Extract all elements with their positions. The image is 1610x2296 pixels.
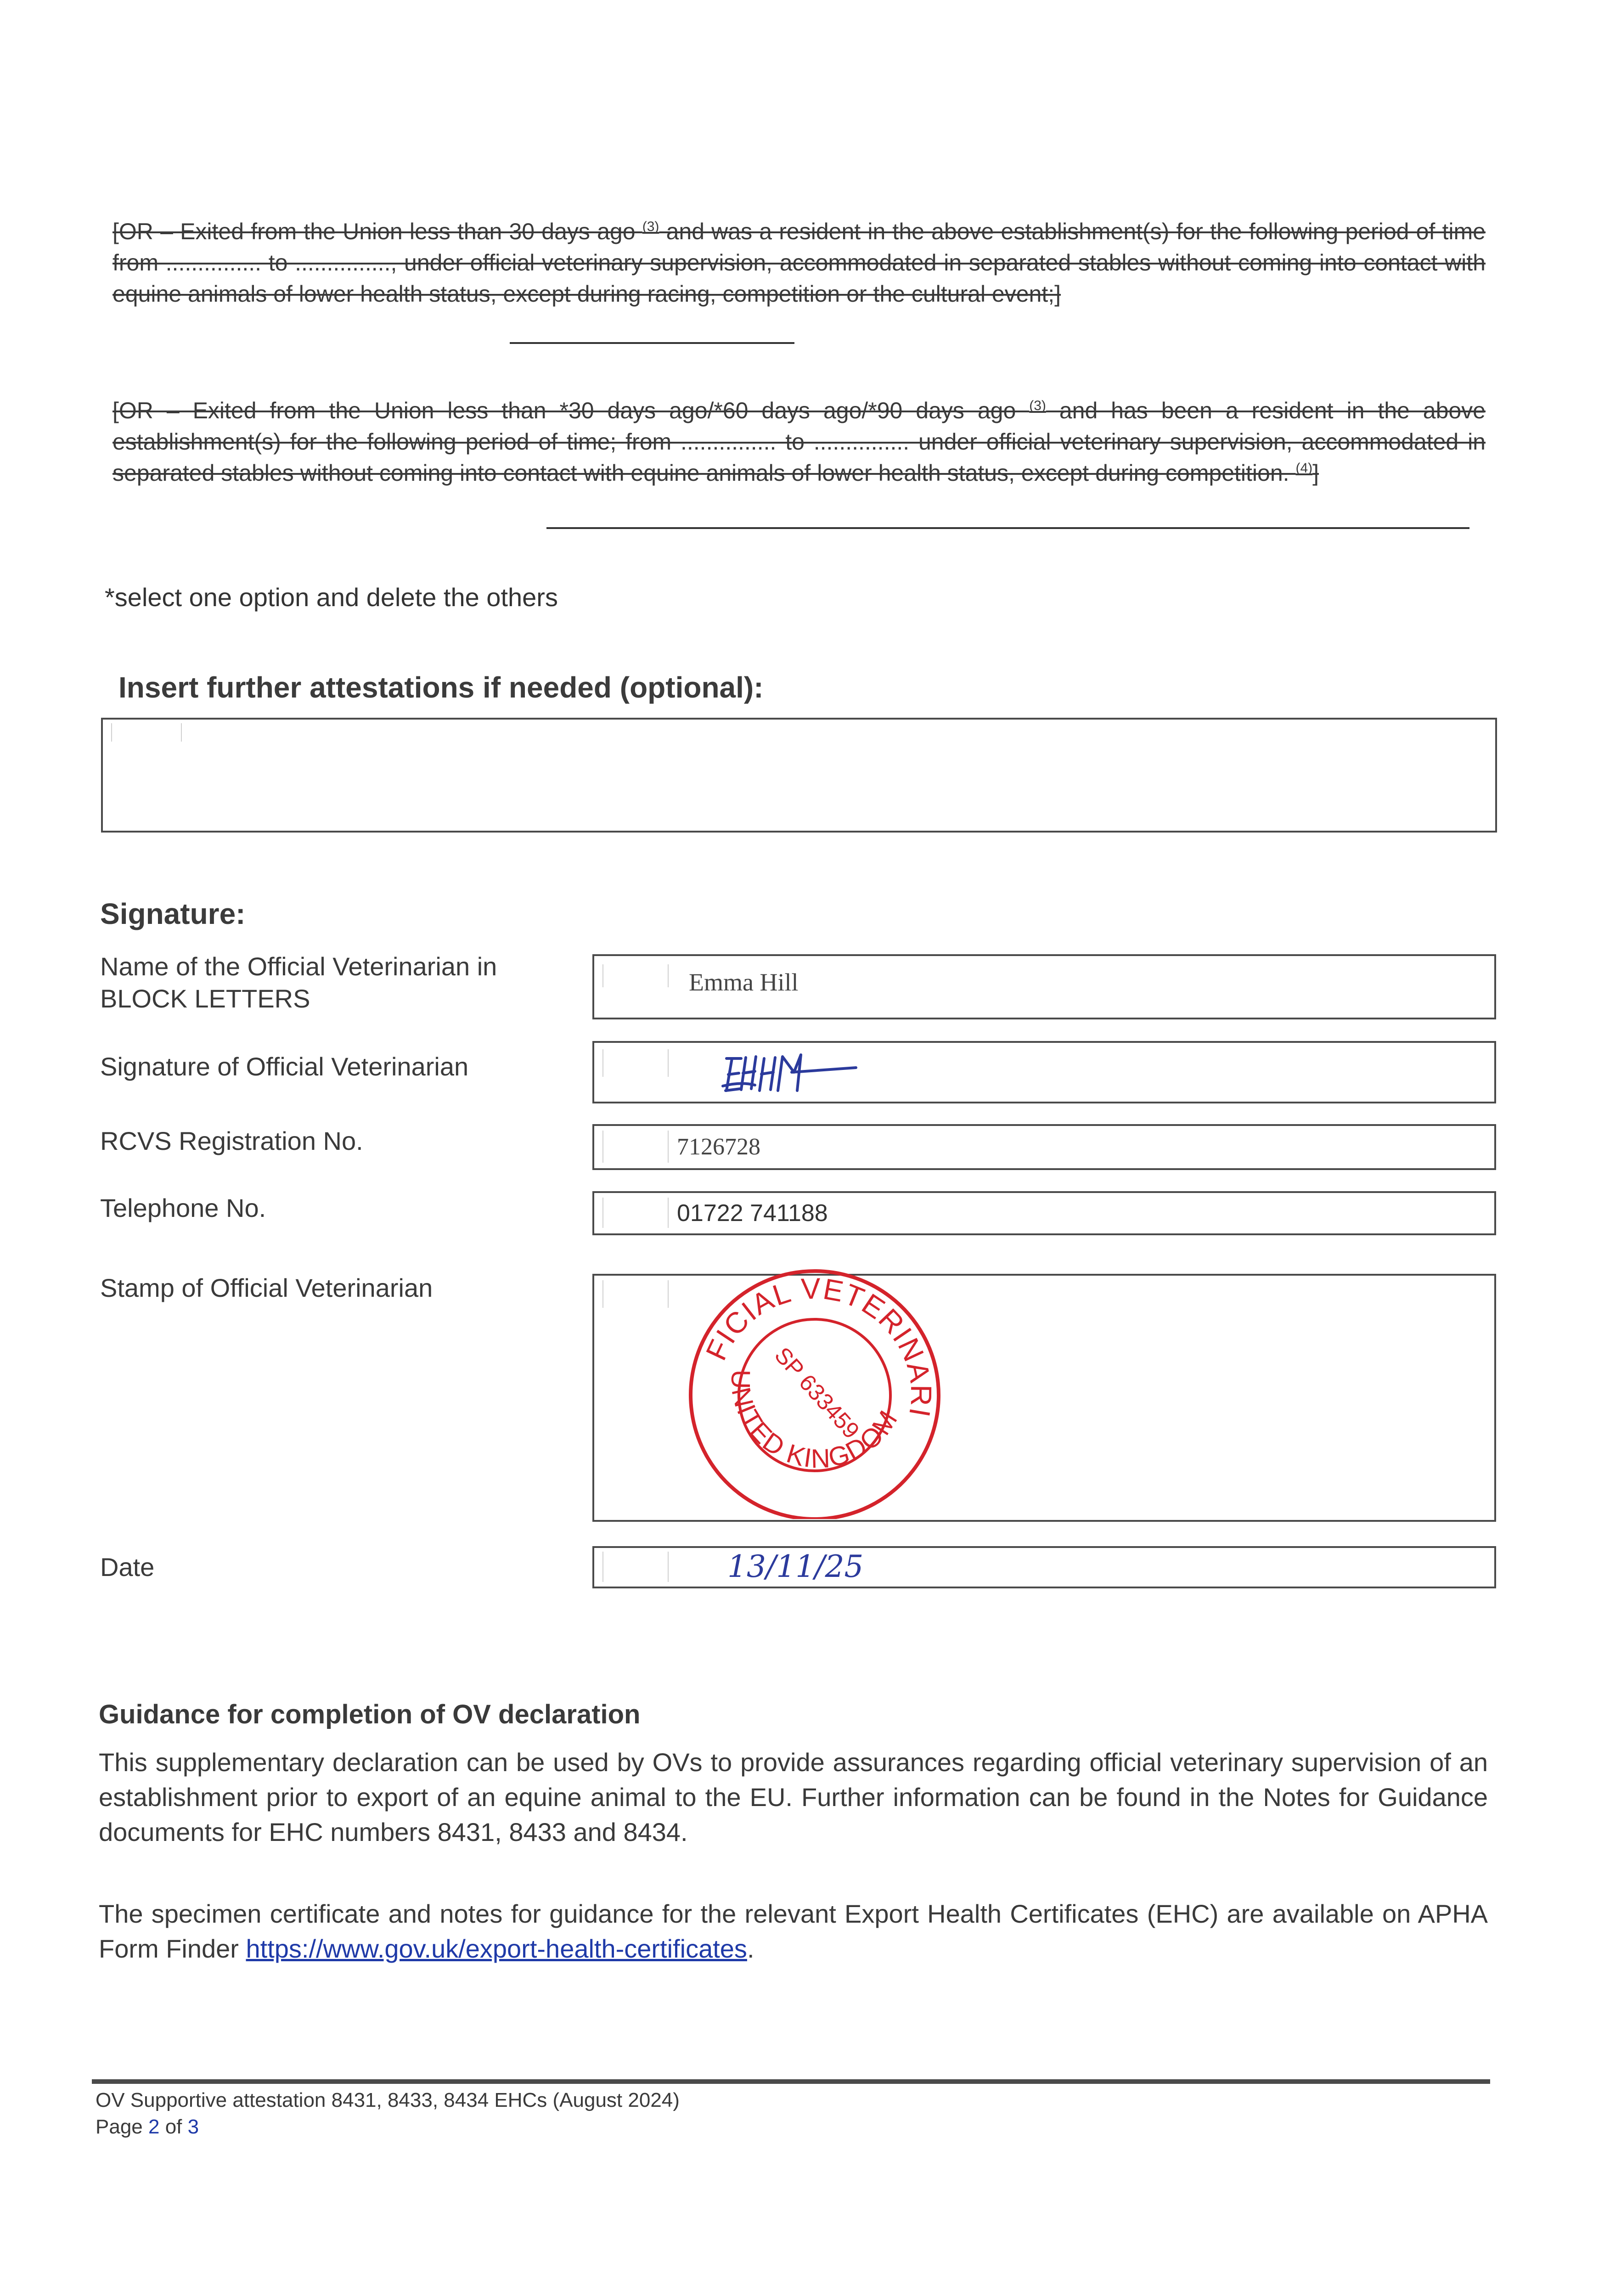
stamp-top-text: OFFICIAL VETERINARIAN: [699, 1272, 938, 1420]
option-1-trailing-line: [510, 342, 794, 344]
name-field[interactable]: [592, 954, 1496, 1019]
signature-field[interactable]: [592, 1041, 1496, 1103]
guidance-paragraph-1: This supplementary declaration can be used by OVs to provide assurances regarding official veterinary supervision of an establishment prior to export of an equine animal to the EU. Further information can be found in the Notes for Guidance documents for EHC numbers 8431, 8433 and 8434.: [99, 1748, 1488, 1846]
option-2-lead: [OR – Exited from the Union less than *30 days ago/*60 days ago/*90 days ago: [113, 398, 1030, 423]
date-field-stub: [602, 1552, 669, 1582]
export-health-certificates-link[interactable]: https://www.gov.uk/export-health-certificates: [246, 1934, 747, 1963]
stamp-field[interactable]: [592, 1274, 1496, 1522]
name-label: Name of the Official Veterinarian in BLOCK LETTERS: [100, 952, 497, 1013]
guidance-paragraph-2: [99, 1896, 1488, 1966]
footer-rule: [92, 2079, 1490, 2084]
further-attestations-heading: Insert further attestations if needed (optional):: [118, 671, 764, 704]
guidance-paragraph-2-end: .: [747, 1934, 754, 1963]
stamp-number: SP 633459: [769, 1342, 865, 1444]
stamp-bottom-text: UNITED KINGDOM: [726, 1369, 904, 1474]
option-2-footnote-ref: (3): [1029, 398, 1046, 413]
name-field-stub: [602, 964, 669, 987]
footer: [96, 2087, 680, 2140]
telephone-value: 01722 741188: [677, 1200, 828, 1227]
option-1-rest: and was a resident in the above establishment(s) for the following period of time from ............... to ..............., under official veterinary supervision, accommodated in separated stables without coming into contact with equine animals of lower health status, except during racing, competition or the cultural event;]: [113, 219, 1486, 307]
stamp-label: Stamp of Official Veterinarian: [100, 1273, 433, 1302]
footer-document-title: OV Supportive attestation 8431, 8433, 8434 EHCs (August 2024): [96, 2089, 680, 2111]
further-attestations-field-stub: [111, 723, 182, 742]
signature-label: Signature of Official Veterinarian: [100, 1052, 469, 1081]
option-1-footnote-ref: (3): [642, 219, 659, 234]
option-2-trailing-line: [546, 527, 1469, 529]
option-2-rest: and has been a resident in the above establishment(s) for the following period of time; from ............... to ............... under official veterinary supervision, accommodated in separated stables without coming into contact with equine animals of lower health status, except during competition.: [113, 398, 1486, 486]
guidance-heading: Guidance for completion of OV declaration: [99, 1699, 641, 1729]
option-2-footnote-ref-2: (4): [1295, 461, 1313, 476]
page-total: 3: [187, 2116, 199, 2138]
select-note: *select one option and delete the others: [105, 583, 558, 612]
further-attestations-box[interactable]: [101, 718, 1497, 833]
date-field[interactable]: [592, 1546, 1496, 1588]
handwritten-signature: [714, 1045, 870, 1100]
telephone-field[interactable]: [592, 1191, 1496, 1235]
footer-page-number: [96, 2114, 680, 2140]
stamp-field-stub: [602, 1280, 669, 1308]
rcvs-field-stub: [602, 1131, 669, 1163]
official-veterinarian-stamp: [686, 1262, 943, 1519]
date-label: Date: [100, 1553, 155, 1581]
telephone-field-stub: [602, 1198, 669, 1228]
option-2-end: ]: [1312, 460, 1319, 486]
rcvs-value: 7126728: [677, 1134, 760, 1160]
telephone-label: Telephone No.: [100, 1193, 266, 1222]
page-current: 2: [148, 2116, 160, 2138]
option-paragraph-1: [113, 216, 1486, 310]
signature-heading: Signature:: [100, 897, 246, 930]
rcvs-label: RCVS Registration No.: [100, 1126, 363, 1155]
page-of: of: [159, 2116, 188, 2138]
signature-field-stub: [602, 1049, 669, 1077]
name-value: Emma Hill: [689, 968, 799, 996]
option-paragraph-2: [113, 395, 1486, 489]
option-1-lead: [OR – Exited from the Union less than 30 days ago: [113, 219, 642, 244]
rcvs-field[interactable]: [592, 1124, 1496, 1170]
date-value: 13/11/25: [727, 1549, 864, 1584]
page-prefix: Page: [96, 2116, 148, 2138]
guidance-paragraph-2-text: The specimen certificate and notes for guidance for the relevant Export Health Certificates (EHC) are available on APHA Form Finder: [99, 1899, 1488, 1963]
